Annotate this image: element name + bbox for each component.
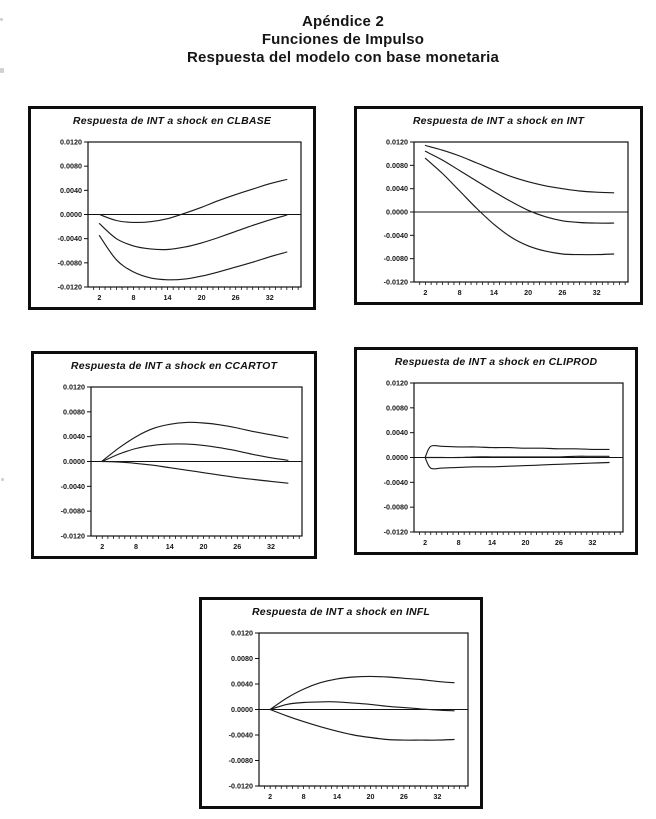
svg-text:8: 8 xyxy=(131,293,136,302)
impulse-response-plot-ccartot xyxy=(34,383,314,556)
svg-text:14: 14 xyxy=(165,542,174,551)
svg-text:14: 14 xyxy=(163,293,172,302)
svg-text:0.0000: 0.0000 xyxy=(60,210,82,219)
svg-text:0.0000: 0.0000 xyxy=(231,705,253,714)
chart-panel-ccartot xyxy=(31,351,317,559)
svg-text:8: 8 xyxy=(301,792,306,801)
svg-text:2: 2 xyxy=(268,792,273,801)
svg-text:0.0080: 0.0080 xyxy=(231,654,253,663)
svg-text:20: 20 xyxy=(197,293,206,302)
svg-text:14: 14 xyxy=(489,288,498,297)
chart-panel-infl xyxy=(199,597,483,809)
svg-text:32: 32 xyxy=(267,542,276,551)
svg-text:2: 2 xyxy=(423,538,428,547)
svg-text:-0.0080: -0.0080 xyxy=(60,506,85,516)
svg-text:0.0120: 0.0120 xyxy=(231,629,253,638)
chart-title: Respuesta de INT a shock en CLIPROD xyxy=(394,356,598,368)
svg-text:2: 2 xyxy=(97,293,102,302)
svg-text:32: 32 xyxy=(433,792,442,801)
svg-text:32: 32 xyxy=(265,293,274,302)
svg-text:8: 8 xyxy=(457,288,462,297)
svg-text:0.0000: 0.0000 xyxy=(63,457,85,466)
svg-text:26: 26 xyxy=(554,538,563,547)
page-title-line-2: Funciones de Impulso xyxy=(261,31,425,48)
chart-panel-clbase xyxy=(28,106,316,310)
svg-text:0.0000: 0.0000 xyxy=(386,207,408,217)
svg-text:0.0040: 0.0040 xyxy=(386,184,408,194)
svg-text:-0.0120: -0.0120 xyxy=(228,781,253,791)
svg-text:14: 14 xyxy=(333,792,342,801)
chart-title: Respuesta de INT a shock en INT xyxy=(412,115,585,127)
svg-text:-0.0080: -0.0080 xyxy=(383,254,408,264)
svg-text:2: 2 xyxy=(423,288,428,297)
svg-text:0.0080: 0.0080 xyxy=(386,160,408,170)
chart-title: Respuesta de INT a shock en CCARTOT xyxy=(70,360,278,372)
svg-text:-0.0120: -0.0120 xyxy=(60,531,85,541)
scan-artifact xyxy=(0,18,3,21)
impulse-response-plot-cliprod xyxy=(357,379,635,552)
svg-text:-0.0040: -0.0040 xyxy=(57,234,82,244)
chart-title: Respuesta de INT a shock en CLBASE xyxy=(72,115,272,127)
svg-text:20: 20 xyxy=(199,542,208,551)
svg-text:2: 2 xyxy=(100,542,105,551)
svg-text:32: 32 xyxy=(592,288,601,297)
svg-text:0.0040: 0.0040 xyxy=(386,428,408,438)
svg-text:14: 14 xyxy=(488,538,497,547)
scan-artifact xyxy=(1,478,4,481)
svg-text:20: 20 xyxy=(366,792,375,801)
svg-text:0.0120: 0.0120 xyxy=(63,383,85,392)
svg-text:0.0120: 0.0120 xyxy=(386,138,408,147)
svg-text:26: 26 xyxy=(233,542,242,551)
svg-text:0.0040: 0.0040 xyxy=(231,679,253,689)
svg-text:-0.0040: -0.0040 xyxy=(383,477,408,487)
svg-text:26: 26 xyxy=(231,293,240,302)
svg-text:26: 26 xyxy=(399,792,408,801)
svg-text:8: 8 xyxy=(456,538,461,547)
page-title-line-3: Respuesta del modelo con base monetaria xyxy=(186,49,500,66)
impulse-response-plot-infl xyxy=(202,629,480,806)
svg-text:-0.0080: -0.0080 xyxy=(57,258,82,268)
svg-text:0.0080: 0.0080 xyxy=(63,407,85,417)
svg-text:-0.0120: -0.0120 xyxy=(383,277,408,287)
svg-text:0.0120: 0.0120 xyxy=(386,379,408,388)
svg-text:-0.0040: -0.0040 xyxy=(228,730,253,740)
svg-text:0.0080: 0.0080 xyxy=(60,161,82,171)
svg-text:0.0040: 0.0040 xyxy=(60,185,82,195)
scan-artifact xyxy=(0,68,4,73)
page-title xyxy=(15,13,656,67)
svg-text:-0.0120: -0.0120 xyxy=(57,282,82,292)
chart-title: Respuesta de INT a shock en INFL xyxy=(252,606,430,618)
svg-text:32: 32 xyxy=(588,538,597,547)
svg-text:-0.0080: -0.0080 xyxy=(228,756,253,765)
impulse-response-plot-int xyxy=(357,138,640,302)
page-title-line-1: Apéndice 2 xyxy=(301,13,385,30)
impulse-response-plot-clbase xyxy=(31,138,313,307)
svg-text:20: 20 xyxy=(524,288,533,297)
svg-text:0.0040: 0.0040 xyxy=(63,432,85,442)
svg-text:20: 20 xyxy=(521,538,530,547)
svg-text:0.0080: 0.0080 xyxy=(386,403,408,413)
svg-text:8: 8 xyxy=(134,542,139,551)
svg-text:-0.0040: -0.0040 xyxy=(383,230,408,240)
svg-text:0.0120: 0.0120 xyxy=(60,138,82,147)
svg-text:26: 26 xyxy=(558,288,567,297)
svg-text:-0.0120: -0.0120 xyxy=(383,527,408,537)
svg-text:0.0000: 0.0000 xyxy=(386,453,408,462)
chart-panel-cliprod xyxy=(354,347,638,555)
svg-text:-0.0040: -0.0040 xyxy=(60,481,85,491)
svg-text:-0.0080: -0.0080 xyxy=(383,502,408,512)
chart-panel-int xyxy=(354,106,643,305)
